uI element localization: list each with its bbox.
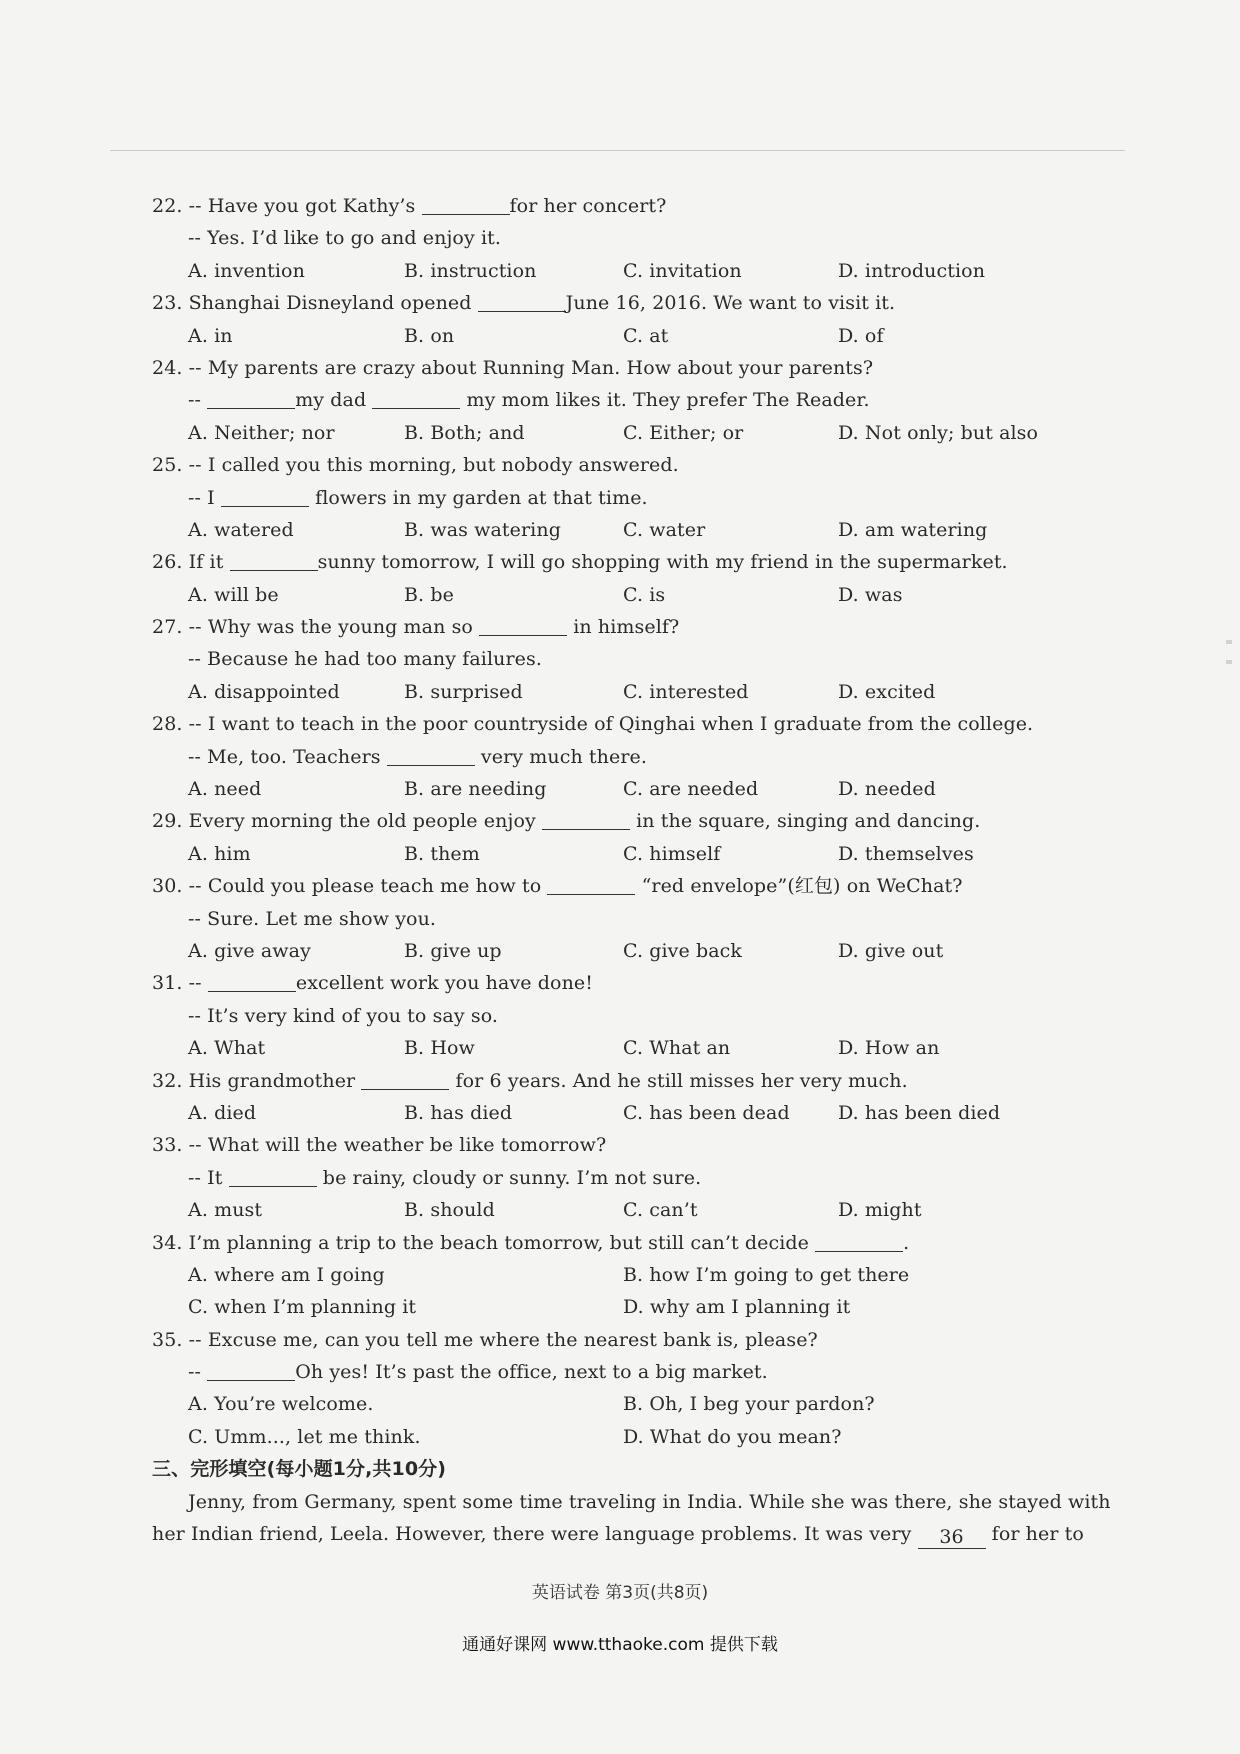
answer-blank — [815, 1229, 903, 1252]
question-reply: -- I flowers in my garden at that time. — [152, 482, 1072, 514]
answer-blank — [208, 969, 296, 992]
question-stem: 26. If it sunny tomorrow, I will go shopping with my friend in the supermarket. — [152, 546, 1072, 578]
section-heading: 三、完形填空(每小题1分,共10分) — [152, 1458, 447, 1481]
option-c: C. is — [623, 583, 666, 606]
options-row — [152, 1097, 1072, 1129]
option-a: A. give away — [188, 939, 311, 962]
question-list — [152, 190, 1111, 1550]
option-a: A. must — [188, 1199, 263, 1222]
option-c: C. himself — [623, 842, 721, 865]
option-d: D. excited — [838, 680, 936, 703]
option-d: D. am watering — [838, 518, 988, 541]
options-row — [152, 838, 1072, 870]
answer-blank — [372, 386, 460, 409]
option-c: C. has been dead — [623, 1101, 790, 1124]
option-c: C. are needed — [623, 778, 759, 801]
option-d: D. why am I planning it — [623, 1296, 851, 1319]
option-c: C. invitation — [623, 259, 742, 282]
options-row — [152, 514, 1072, 546]
option-b: B. surprised — [404, 680, 523, 703]
options-row — [152, 579, 1072, 611]
option-c: C. give back — [623, 939, 743, 962]
option-d: D. introduction — [838, 259, 986, 282]
options-row — [152, 320, 1072, 352]
question-stem: 29. Every morning the old people enjoy in the square, singing and dancing. — [152, 805, 1072, 837]
option-b: B. give up — [404, 939, 502, 962]
option-b: B. on — [404, 324, 455, 347]
option-b: B. should — [404, 1199, 495, 1222]
question-reply: -- Because he had too many failures. — [188, 648, 542, 671]
option-a: A. Neither; nor — [188, 421, 335, 444]
option-d: D. Not only; but also — [838, 421, 1039, 444]
option-c: C. at — [623, 324, 669, 347]
answer-blank — [207, 386, 295, 409]
answer-blank — [547, 872, 635, 895]
question-stem: 28. -- I want to teach in the poor countryside of Qinghai when I graduate from the college. — [152, 713, 1034, 736]
option-c: C. when I’m planning it — [188, 1296, 417, 1319]
question-stem: 34. I’m planning a trip to the beach tomorrow, but still can’t decide . — [152, 1227, 1072, 1259]
answer-blank — [221, 484, 309, 507]
question-reply: -- my dad my mom likes it. They prefer The Reader. — [152, 384, 1072, 416]
option-d: D. What do you mean? — [623, 1425, 842, 1448]
option-b: B. them — [404, 842, 480, 865]
option-a: A. will be — [188, 583, 279, 606]
option-d: D. has been died — [838, 1101, 1001, 1124]
options-row — [152, 1259, 1072, 1291]
page-footer: 英语试卷 第3页(共8页) — [531, 1583, 709, 1603]
question-reply: -- Oh yes! It’s past the office, next to a big market. — [152, 1356, 1072, 1388]
answer-blank — [478, 289, 566, 312]
option-a: A. died — [188, 1101, 257, 1124]
header-rule — [110, 150, 1125, 151]
option-c: C. Umm..., let me think. — [188, 1425, 421, 1448]
scan-mark — [1226, 640, 1232, 644]
passage-line: Jenny, from Germany, spent some time traveling in India. While she was there, she stayed with — [188, 1490, 1111, 1513]
option-b: B. Oh, I beg your pardon? — [623, 1393, 875, 1416]
question-reply: -- It be rainy, cloudy or sunny. I’m not sure. — [152, 1162, 1072, 1194]
option-d: D. needed — [838, 778, 936, 801]
question-stem: 33. -- What will the weather be like tomorrow? — [152, 1134, 607, 1157]
download-watermark: 通通好课网 www.tthaoke.com 提供下载 — [462, 1635, 778, 1655]
option-d: D. give out — [838, 939, 944, 962]
question-stem: 35. -- Excuse me, can you tell me where the nearest bank is, please? — [152, 1328, 818, 1351]
option-d: D. might — [838, 1199, 922, 1222]
passage-line: her Indian friend, Leela. However, there were language problems. It was very 36 for her to — [152, 1523, 1084, 1549]
option-a: A. You’re welcome. — [188, 1393, 374, 1416]
answer-blank — [387, 743, 475, 766]
answer-blank — [542, 807, 630, 830]
option-d: D. of — [838, 324, 884, 347]
option-a: A. invention — [188, 259, 305, 282]
options-row — [152, 1032, 1072, 1064]
option-d: D. themselves — [838, 842, 974, 865]
option-c: C. interested — [623, 680, 749, 703]
options-row — [152, 773, 1072, 805]
question-stem: 30. -- Could you please teach me how to “red envelope”(红包) on WeChat? — [152, 870, 1072, 902]
option-b: B. Both; and — [404, 421, 525, 444]
answer-blank — [207, 1358, 295, 1381]
answer-blank — [361, 1067, 449, 1090]
option-b: B. How — [404, 1037, 475, 1060]
scan-mark — [1226, 660, 1232, 664]
answer-blank — [230, 548, 318, 571]
option-b: B. are needing — [404, 778, 547, 801]
option-c: C. water — [623, 518, 706, 541]
answer-blank — [229, 1164, 317, 1187]
option-a: A. him — [188, 842, 251, 865]
question-stem: 22. -- Have you got Kathy’s for her concert? — [152, 190, 1072, 222]
question-stem: 32. His grandmother for 6 years. And he still misses her very much. — [152, 1065, 1072, 1097]
option-c: C. can’t — [623, 1199, 698, 1222]
option-b: B. instruction — [404, 259, 537, 282]
question-reply: -- Sure. Let me show you. — [188, 907, 437, 930]
question-stem: 25. -- I called you this morning, but nobody answered. — [152, 454, 679, 477]
option-a: A. where am I going — [188, 1263, 385, 1286]
answer-blank — [479, 613, 567, 636]
question-stem: 23. Shanghai Disneyland opened June 16, 2016. We want to visit it. — [152, 287, 1072, 319]
options-row — [152, 1421, 1072, 1453]
question-stem: 31. -- excellent work you have done! — [152, 967, 1072, 999]
option-b: B. how I’m going to get there — [623, 1263, 910, 1286]
question-reply: -- Me, too. Teachers very much there. — [152, 741, 1072, 773]
option-c: C. Either; or — [623, 421, 744, 444]
option-c: C. What an — [623, 1037, 731, 1060]
question-reply: -- Yes. I’d like to go and enjoy it. — [188, 227, 501, 250]
option-a: A. disappointed — [188, 680, 340, 703]
option-a: A. watered — [188, 518, 294, 541]
question-reply: -- It’s very kind of you to say so. — [188, 1004, 499, 1027]
option-a: A. in — [188, 324, 233, 347]
numbered-blank: 36 — [918, 1526, 986, 1549]
option-b: B. be — [404, 583, 454, 606]
option-b: B. has died — [404, 1101, 513, 1124]
option-a: A. need — [188, 778, 262, 801]
option-d: D. was — [838, 583, 903, 606]
answer-blank — [422, 192, 510, 215]
question-stem: 24. -- My parents are crazy about Running Man. How about your parents? — [152, 356, 874, 379]
options-row — [152, 417, 1072, 449]
options-row — [152, 1194, 1072, 1226]
options-row — [152, 1291, 1072, 1323]
options-row — [152, 676, 1072, 708]
options-row — [152, 1388, 1072, 1420]
option-d: D. How an — [838, 1037, 940, 1060]
options-row — [152, 255, 1072, 287]
option-a: A. What — [188, 1037, 266, 1060]
question-stem: 27. -- Why was the young man so in himself? — [152, 611, 1072, 643]
options-row — [152, 935, 1072, 967]
option-b: B. was watering — [404, 518, 561, 541]
